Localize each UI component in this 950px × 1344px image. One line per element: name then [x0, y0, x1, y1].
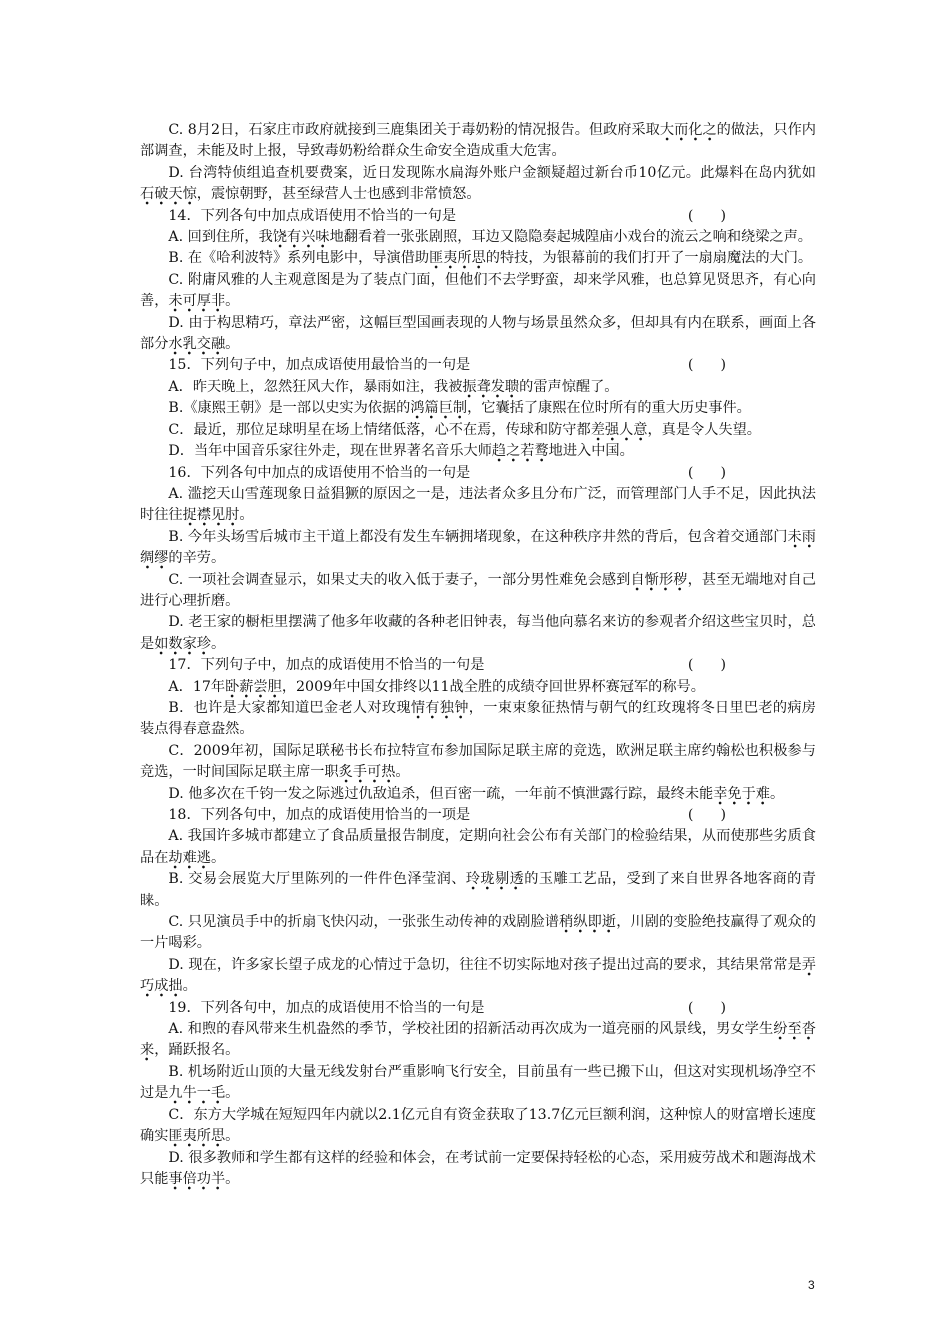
answer-option: A. 我国许多城市都建立了食品质量报告制度，定期向社会公布有关部门的检验结果，从而使那些劣质食品在劫难逃。 — [140, 826, 816, 869]
dotted-idiom: 九牛一毛 — [168, 1085, 225, 1104]
question-list — [140, 206, 816, 1191]
answer-option: C．最近，那位足球明星在场上情绪低落，心不在焉，传球和防守都差强人意，真是令人失望。 — [140, 420, 816, 441]
answer-option: C．2009年初，国际足联秘书长布拉特宣布参加国际足联主席的竞选，欧洲足联主席约翰松也积极参与竞选，一时间国际足联主席一职炙手可热。 — [140, 741, 816, 784]
q13-option-d: D. 台湾特侦组追查机要费案，近日发现陈水扁海外账户金额疑超过新台币10亿元。此爆料在岛内犹如石破天惊，震惊朝野，甚至绿营人士也感到非常愤怒。 — [140, 163, 816, 206]
answer-option: D. 老王家的橱柜里摆满了他多年收藏的各种老旧钟表，每当他向慕名来访的参观者介绍这些宝贝时，总是如数家珍。 — [140, 612, 816, 655]
answer-option: C. 附庸风雅的人主观意图是为了装点门面，但他们不去学野蛮，却来学风雅，也总算见贤思齐，有心向善，未可厚非。 — [140, 270, 816, 313]
dotted-idiom: 未可厚非 — [168, 293, 225, 312]
answer-bracket: ( ) — [687, 657, 726, 674]
answer-option: D. 他多次在千钧一发之际逃过仇敌追杀，但百密一疏，一年前不慎泄露行踪，最终未能幸免于难。 — [140, 784, 816, 805]
answer-option: B. 机场附近山顶的大量无线发射台严重影响飞行安全，目前虽有一些已搬下山，但这对实现机场净空不过是九牛一毛。 — [140, 1062, 816, 1105]
answer-bracket: ( ) — [687, 207, 726, 224]
dotted-idiom: 情有独钟 — [411, 700, 469, 719]
answer-bracket: ( ) — [687, 807, 726, 823]
answer-option: C. 只见演员手中的折扇飞快闪动，一张张生动传神的戏剧脸谱稍纵即逝，川剧的变脸绝技赢得了观众的一片喝彩。 — [140, 914, 816, 952]
answer-bracket: ( ) — [687, 999, 726, 1016]
dotted-idiom: 差强人意 — [591, 422, 648, 441]
dotted-idiom: 匪夷所思 — [168, 1128, 225, 1147]
dotted-idiom: 事倍功半 — [168, 1171, 225, 1190]
answer-option: B.《康熙王朝》是一部以史实为依据的鸿篇巨制，它囊括了康熙在位时所有的重大历史事件。 — [140, 398, 816, 419]
dotted-idiom: 石破天惊 — [140, 186, 197, 205]
question-stem-text: 18．下列各句中，加点的成语使用恰当的一项是 — [168, 807, 471, 823]
answer-option: B．也许是大家都知道巴金老人对玫瑰情有独钟，一束束象征热情与朝气的红玫瑰将冬日里巴老的病房装点得春意盎然。 — [140, 699, 816, 738]
question-stem — [140, 463, 816, 484]
answer-option: D. 由于构思精巧，章法严密，这幅巨型国画表现的人物与场景虽然众多，但却具有内在联系，画面上各部分水乳交融。 — [140, 313, 816, 356]
answer-option: A．17年卧薪尝胆，2009年中国女排终以11战全胜的成绩夺回世界杯赛冠军的称号。 — [140, 677, 816, 698]
page-number: 3 — [808, 1278, 815, 1292]
dotted-idiom: 卧薪尝胆 — [225, 679, 282, 698]
answer-option: A. 和煦的春风带来生机盎然的季节，学校社团的招新活动再次成为一道亮丽的风景线，男女学生纷至沓来，踊跃报名。 — [140, 1019, 816, 1062]
question-stem — [140, 655, 816, 676]
dotted-idiom: 劫难逃 — [168, 850, 211, 869]
dotted-idiom: 大而化之 — [660, 122, 717, 141]
dotted-idiom: 饶有兴味 — [273, 229, 330, 248]
dotted-idiom: 匪夷所思 — [429, 250, 486, 269]
question-stem-text: 15．下列句子中，加点成语使用最恰当的一句是 — [168, 357, 471, 374]
answer-option: A．昨天晚上，忽然狂风大作，暴雨如注，我被振聋发聩的雷声惊醒了。 — [140, 377, 816, 398]
dotted-idiom: 未雨绸缪 — [140, 529, 816, 569]
question-stem-text: 14．下列各句中加点成语使用不恰当的一句是 — [168, 207, 457, 224]
dotted-idiom: 纷至沓来 — [140, 1021, 816, 1061]
answer-option: A. 滥挖天山雪莲现象日益猖獗的原因之一是，违法者众多且分布广泛，而管理部门人手不足，因此执法时往往捉襟见肘。 — [140, 484, 816, 527]
q13-option-c: C. 8月2日，石家庄市政府就接到三鹿集团关于毒奶粉的情况报告。但政府采取大而化之的做法，只作内部调查，未能及时上报，导致毒奶粉给群众生命安全造成重大危害。 — [140, 122, 816, 160]
dotted-idiom: 自惭形秽 — [630, 572, 687, 591]
answer-option: D．当年中国音乐家往外走，现在世界著名音乐大师趋之若鹜地进入中国。 — [140, 441, 816, 462]
question-stem-text: 17．下列句子中，加点的成语使用不恰当的一句是 — [168, 657, 485, 674]
dotted-idiom: 水乳交融 — [168, 336, 225, 355]
dotted-idiom: 趋之若鹜 — [492, 443, 549, 462]
dotted-idiom: 振聋发聩 — [462, 379, 519, 398]
dotted-idiom: 鸿篇巨制 — [410, 400, 467, 419]
exam-page — [140, 120, 816, 1190]
answer-option: C. 一项社会调查显示，如果丈夫的收入低于妻子，一部分男性难免会感到自惭形秽，甚至无端地对自己进行心理折磨。 — [140, 571, 816, 609]
question-stem-text: 19．下列各句中，加点的成语使用不恰当的一句是 — [168, 999, 485, 1016]
answer-option: A. 回到住所，我饶有兴味地翻看着一张张剧照，耳边又隐隐奏起城隍庙小戏台的流云之响和绕梁之声。 — [140, 227, 816, 248]
dotted-idiom: 幸免于难 — [713, 786, 770, 805]
dotted-idiom: 炙手可热 — [339, 764, 396, 783]
answer-option: D. 很多教师和学生都有这样的经验和体会，在考试前一定要保持轻松的心态，采用疲劳战术和题海战术只能事倍功半。 — [140, 1148, 816, 1191]
question-stem — [140, 206, 816, 227]
answer-option: C．东方大学城在短短四年内就以2.1亿元自有资金获取了13.7亿元巨额利润，这种惊人的财富增长速度确实匪夷所思。 — [140, 1105, 816, 1148]
answer-option: B. 交易会展览大厅里陈列的一件件色泽莹润、玲珑剔透的玉雕工艺品，受到了来自世界各地客商的青睐。 — [140, 871, 816, 909]
dotted-idiom: 如数家珍 — [154, 636, 211, 655]
dotted-idiom: 捉襟见肘 — [183, 507, 240, 526]
answer-bracket: ( ) — [687, 464, 726, 481]
answer-option: D. 现在，许多家长望子成龙的心情过于急切，往往不切实际地对孩子提出过高的要求，其结果常常是弄巧成拙。 — [140, 955, 816, 998]
question-stem-text: 16．下列各句中加点的成语使用不恰当的一句是 — [168, 464, 471, 481]
dotted-idiom: 玲珑剔透 — [466, 871, 524, 890]
dotted-idiom: 弄巧成拙 — [140, 957, 816, 997]
answer-option: B. 今年头场雪后城市主干道上都没有发生车辆拥堵现象，在这种秩序井然的背后，包含着交通部门未雨绸缪的辛劳。 — [140, 527, 816, 570]
answer-bracket: ( ) — [687, 357, 726, 374]
question-stem — [140, 805, 816, 826]
question-stem — [140, 998, 816, 1019]
question-stem — [140, 355, 816, 376]
answer-option: B. 在《哈利波特》系列电影中，导演借助匪夷所思的特技，为银幕前的我们打开了一扇扇魔法的大门。 — [140, 248, 816, 269]
dotted-idiom: 稍纵即逝 — [559, 914, 616, 933]
